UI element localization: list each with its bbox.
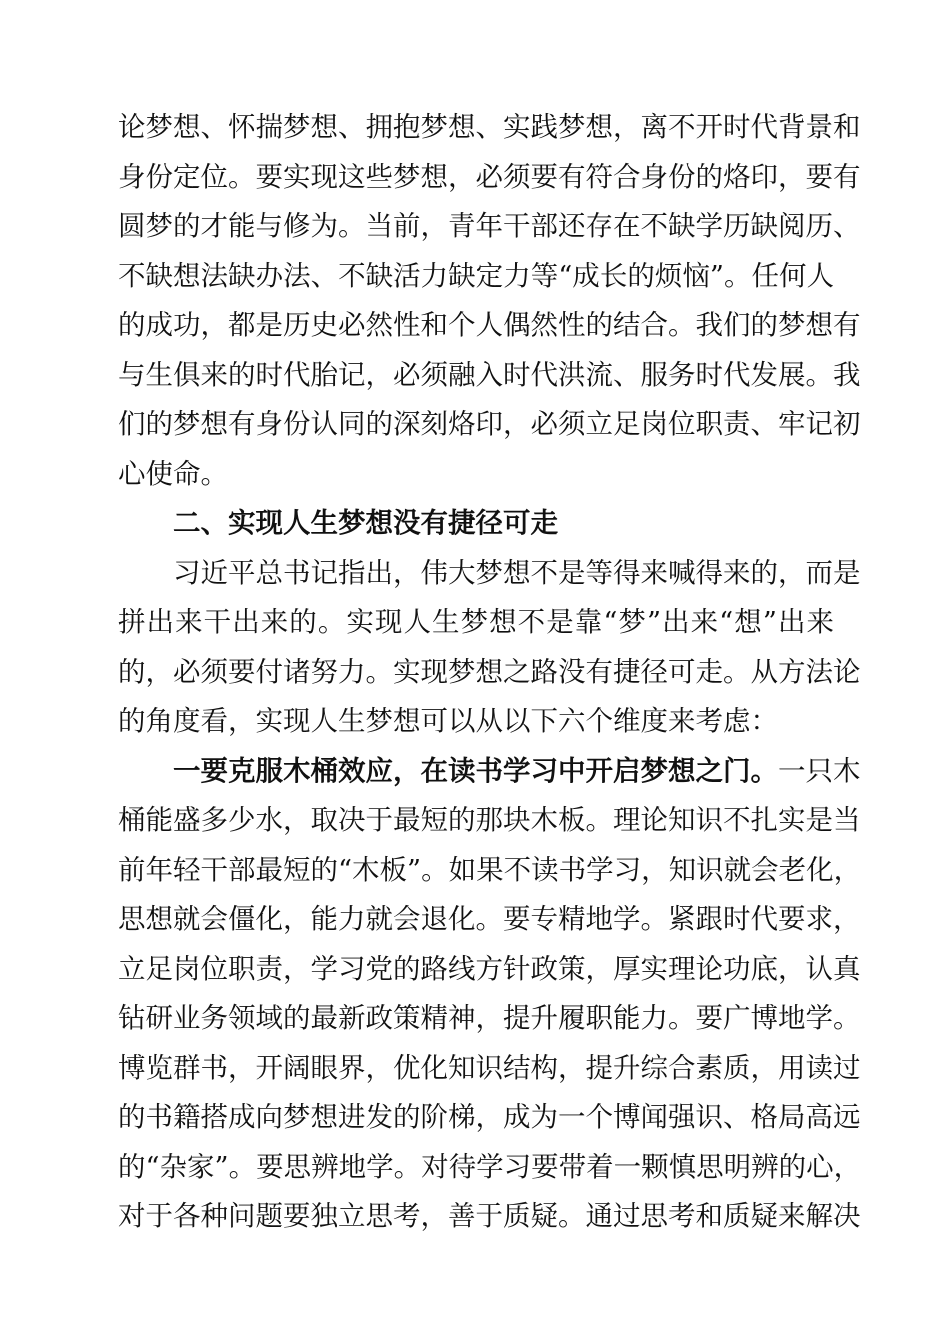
text-line: 的角度看，实现人生梦想可以从以下六个维度来考虑： <box>118 705 778 737</box>
text-line: 们的梦想有身份认同的深刻烙印，必须立足岗位职责、牢记初 <box>118 408 861 440</box>
text-line: 拼出来干出来的。实现人生梦想不是靠“梦”出来“想”出来 <box>118 606 834 638</box>
text-line: 立足岗位职责，学习党的路线方针政策，厚实理论功底，认真 <box>118 952 861 985</box>
text-line: 的书籍搭成向梦想进发的阶梯，成为一个博闻强识、格局高远 <box>118 1101 861 1133</box>
text-line: 的成功，都是历史必然性和个人偶然性的结合。我们的梦想有 <box>118 309 861 341</box>
section-heading: 二、实现人生梦想没有捷径可走 <box>173 507 558 539</box>
text-line: 博览群书，开阔眼界，优化知识结构，提升综合素质，用读过 <box>118 1051 861 1084</box>
text-line: 桶能盛多少水，取决于最短的那块木板。理论知识不扎实是当 <box>118 804 861 836</box>
text-line: 身份定位。要实现这些梦想，必须要有符合身份的烙印，要有 <box>118 160 861 193</box>
document-page <box>118 103 862 1242</box>
text-line: 不缺想法缺办法、不缺活力缺定力等“成长的烦恼”。任何人 <box>118 259 834 292</box>
text-line: 钻研业务领域的最新政策精神，提升履职能力。要广博地学。 <box>118 1002 861 1034</box>
text-line: 的“杂家”。要思辨地学。对待学习要带着一颗慎思明辨的心， <box>118 1150 862 1183</box>
text-line: 前年轻干部最短的“木板”。如果不读书学习，知识就会老化， <box>118 853 862 886</box>
text-line: 与生俱来的时代胎记，必须融入时代洪流、服务时代发展。我 <box>118 358 861 391</box>
text-line: 对于各种问题要独立思考，善于质疑。通过思考和质疑来解决 <box>118 1200 861 1232</box>
text-line <box>118 747 861 797</box>
text-line: 习近平总书记指出，伟大梦想不是等得来喊得来的，而是 <box>173 556 861 589</box>
text-line: 思想就会僵化，能力就会退化。要专精地学。紧跟时代要求， <box>118 903 861 935</box>
text-run: 一只木 <box>778 754 861 787</box>
text-line: 的，必须要付诸努力。实现梦想之路没有捷径可走。从方法论 <box>118 655 861 688</box>
text-line: 圆梦的才能与修为。当前，青年干部还存在不缺学历缺阅历、 <box>118 210 861 242</box>
text-line: 心使命。 <box>118 457 228 490</box>
bold-lead-sentence: 一要克服木桶效应，在读书学习中开启梦想之门。 <box>173 754 778 787</box>
text-line: 论梦想、怀揣梦想、拥抱梦想、实践梦想，离不开时代背景和 <box>118 111 861 143</box>
